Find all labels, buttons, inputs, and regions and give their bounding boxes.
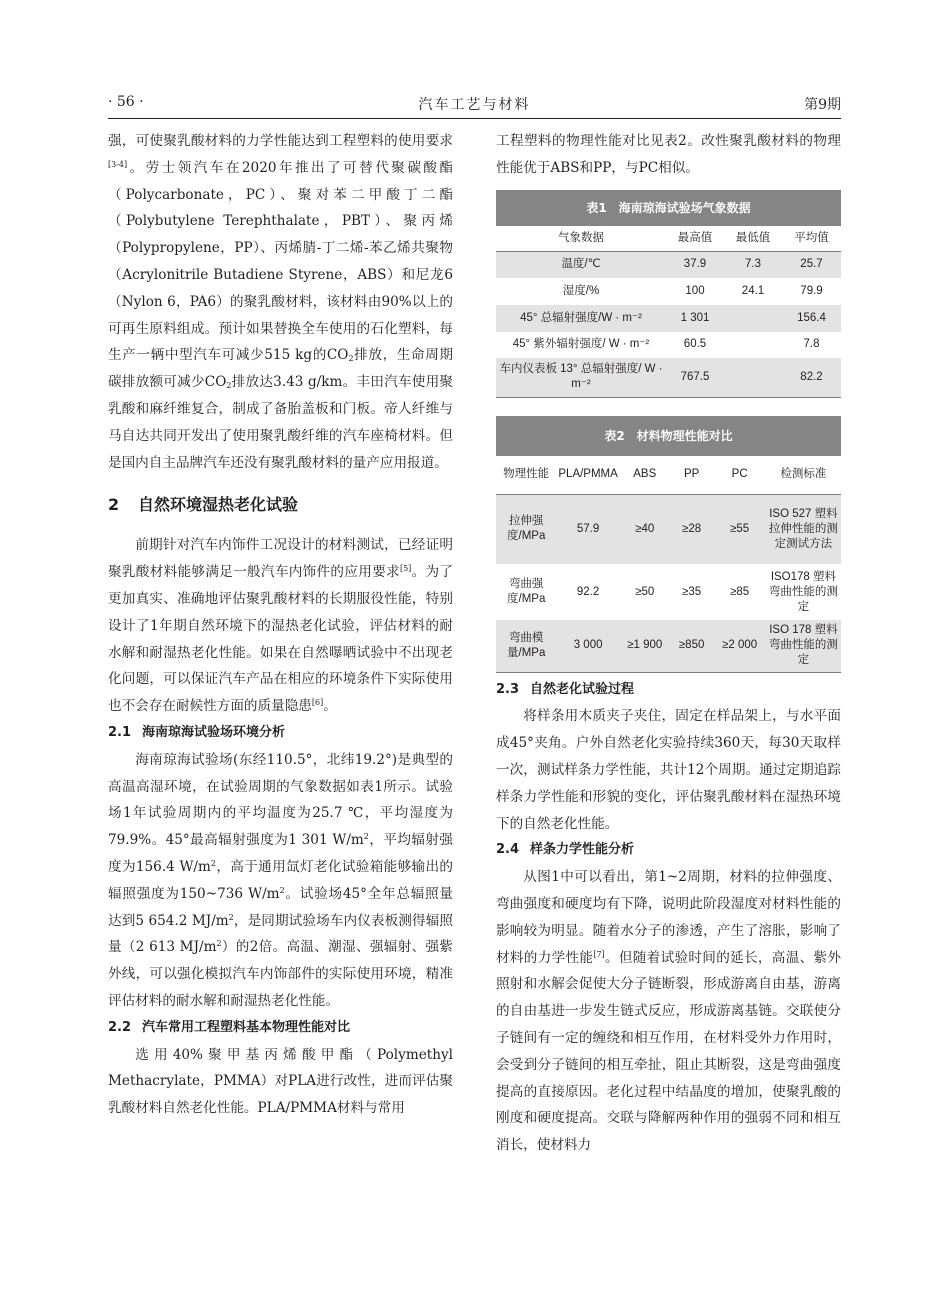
table-row: 温度/℃ 37.9 7.3 25.7 [496, 252, 841, 278]
paragraph: 将样条用木质夹子夹住，固定在样品架上，与水平面成45°夹角。户外自然老化实验持续360天，每30天取样一次，测试样条力学性能，共计12个周期。通过定期追踪样条力学性能和形貌的变化，评估聚乳酸材料在湿热环境下的自然老化性能。 [496, 708, 841, 832]
table-row: 45° 总辐射强度/W · m⁻² 1 301 156.4 [496, 305, 841, 332]
table-header-row: 气象数据 最高值 最低值 平均值 [496, 226, 841, 252]
issue-number: 第9期 [804, 97, 841, 113]
table-row: 45° 紫外辐射强度/ W · m⁻² 60.5 7.8 [512, 338, 820, 351]
running-header [108, 94, 841, 116]
table-2-title: 表2 材料物理性能对比 [496, 416, 841, 456]
right-column [496, 128, 841, 1159]
subsection-heading: 2.1 海南琼海试验场环境分析 [108, 724, 286, 740]
subsection-heading: 2.3 自然老化试验过程 [496, 681, 635, 697]
header-rule [108, 118, 841, 119]
citation: [7] [593, 949, 605, 959]
table-1-grid [496, 226, 841, 399]
citation: [5] [399, 564, 412, 574]
section-heading: 2 自然环境湿热老化试验 [108, 495, 299, 515]
journal-title: 汽车工艺与材料 [418, 97, 531, 113]
left-column [108, 128, 453, 1122]
subsection-heading: 2.4 样条力学性能分析 [496, 842, 635, 858]
table-row: 车内仪表板 13° 总辐射强度/ W · m⁻² 767.5 82.2 [496, 358, 841, 398]
table-row: 弯曲强度/MPa 92.2 ≥50 ≥35 ≥85 ISO178 塑料弯曲性能的测定 [507, 570, 838, 613]
subsection-heading: 2.2 汽车常用工程塑料基本物理性能对比 [108, 1019, 351, 1035]
page-number: · 56 · [108, 94, 144, 110]
paragraph: 强，可使聚乳酸材料的力学性能达到工程塑料的使用要求[3-4]。劳士领汽车在2020年推出了可替代聚碳酸酯（Polycarbonate，PC）、聚对苯二甲酸丁二酯（Polybutylene Terephthalate，PBT）、聚丙烯（Polypropylene，PP）、丙烯腈-丁二烯-苯乙烯共聚物（Acrylonitrile Butadiene Styrene，ABS）和尼龙6（Nylon 6，PA6）的聚乳酸材料，该材料由90%以上的可再生原料组成。预计如果替换全车使用的石化塑料，每生产一辆中型汽车可减少515 kg的$CO_2$排放，生命周期碳排放额可减少$CO_2$排放达3.43 g/km。丰田汽车使用聚乳酸和麻纤维复合，制成了备胎盖板和门板。帝人纤维与马自达共同开发出了使用聚乳酸纤维的汽车座椅材料。但是国内自主品牌汽车还没有聚乳酸材料的量产应用报道。 [108, 133, 454, 471]
table-2-grid [496, 456, 841, 673]
paragraph: 选用40%聚甲基丙烯酸甲酯（Polymethyl Methacrylate，PMMA）对PLA进行改性，进而评估聚乳酸材料自然老化性能。PLA/PMMA材料与常用 [108, 1046, 453, 1117]
citation: [3-4] [108, 159, 128, 169]
paragraph: 从图1中可以看出，第1~2周期，材料的拉伸强度、弯曲强度和硬度均有下降，说明此阶段湿度对材料性能的影响较为明显。随着水分子的渗透，产生了溶胀，影响了材料的力学性能[7]。但随着试验时间的延长，高温、紫外照射和水解会促使大分子链断裂，形成游离自由基，游离的自由基进一步发生链式反应，形成游离基链。交联使分子链间有一定的缠绕和相互作用，在材料受外力作用时，会受到分子链间的相互牵扯，阻止其断裂，这是弯曲强度提高的直接原因。老化过程中结晶度的增加，使聚乳酸的刚度和硬度提高。交联与降解两种作用的强弱不同和相互消长，使材料力 [496, 869, 842, 1154]
table-row: 拉伸强度/MPa 57.9 ≥40 ≥28 ≥55 ISO 527 塑料拉伸性能的测定测试方法 [496, 494, 841, 564]
paragraph: 工程塑料的物理性能对比见表2。改性聚乳酸材料的物理性能优于ABS和PP，与PC相似。 [496, 133, 841, 176]
table-1-title: 表1 海南琼海试验场气象数据 [496, 190, 841, 226]
table-header-row: 物理性能 PLA/PMMA ABS PP PC 检测标准 [496, 456, 841, 494]
table-row: 弯曲模量/MPa 3 000 ≥1 900 ≥850 ≥2 000 ISO 178 塑料弯曲性能的测定 [496, 620, 841, 672]
table-1 [496, 190, 841, 399]
table-row: 湿度/% 100 24.1 79.9 [562, 284, 823, 297]
paragraph: 海南琼海试验场(东经110.5°，北纬19.2°)是典型的高温高湿环境，在试验周期的气象数据如表1所示。试验场1年试验周期内的平均温度为25.7 ℃，平均湿度为79.9%。45°最高辐射强度为1 301 $W/m^2$，平均辐射强度为156.4 $W/m^2$，高于通用氙灯老化试验箱能够输出的辐照强度为150~736 $W/m^2$。试验场45°全年总辐照量达到5 654.2 $MJ/m^2$，是同期试验场车内仪表板测得辐照量（2 613 $MJ/m^2$）的2倍。高温、潮湿、强辐射、强紫外线，可以强化模拟汽车内饰部件的实际使用环境，精准评估材料的耐水解和耐湿热老化性能。 [108, 751, 454, 1009]
paragraph: 前期针对汽车内饰件工况设计的材料测试，已经证明聚乳酸材料能够满足一般汽车内饰件的应用要求[5]。为了更加真实、准确地评估聚乳酸材料的长期服役性能，特别设计了1年期自然环境下的湿热老化试验，评估材料的耐水解和耐湿热老化性能。如果在自然曝晒试验中不出现老化问题，可以保证汽车产品在相应的环境条件下实际使用也不会存在耐候性方面的质量隐患[6]。 [108, 537, 454, 715]
table-2 [496, 416, 841, 673]
citation: [6] [311, 698, 324, 708]
